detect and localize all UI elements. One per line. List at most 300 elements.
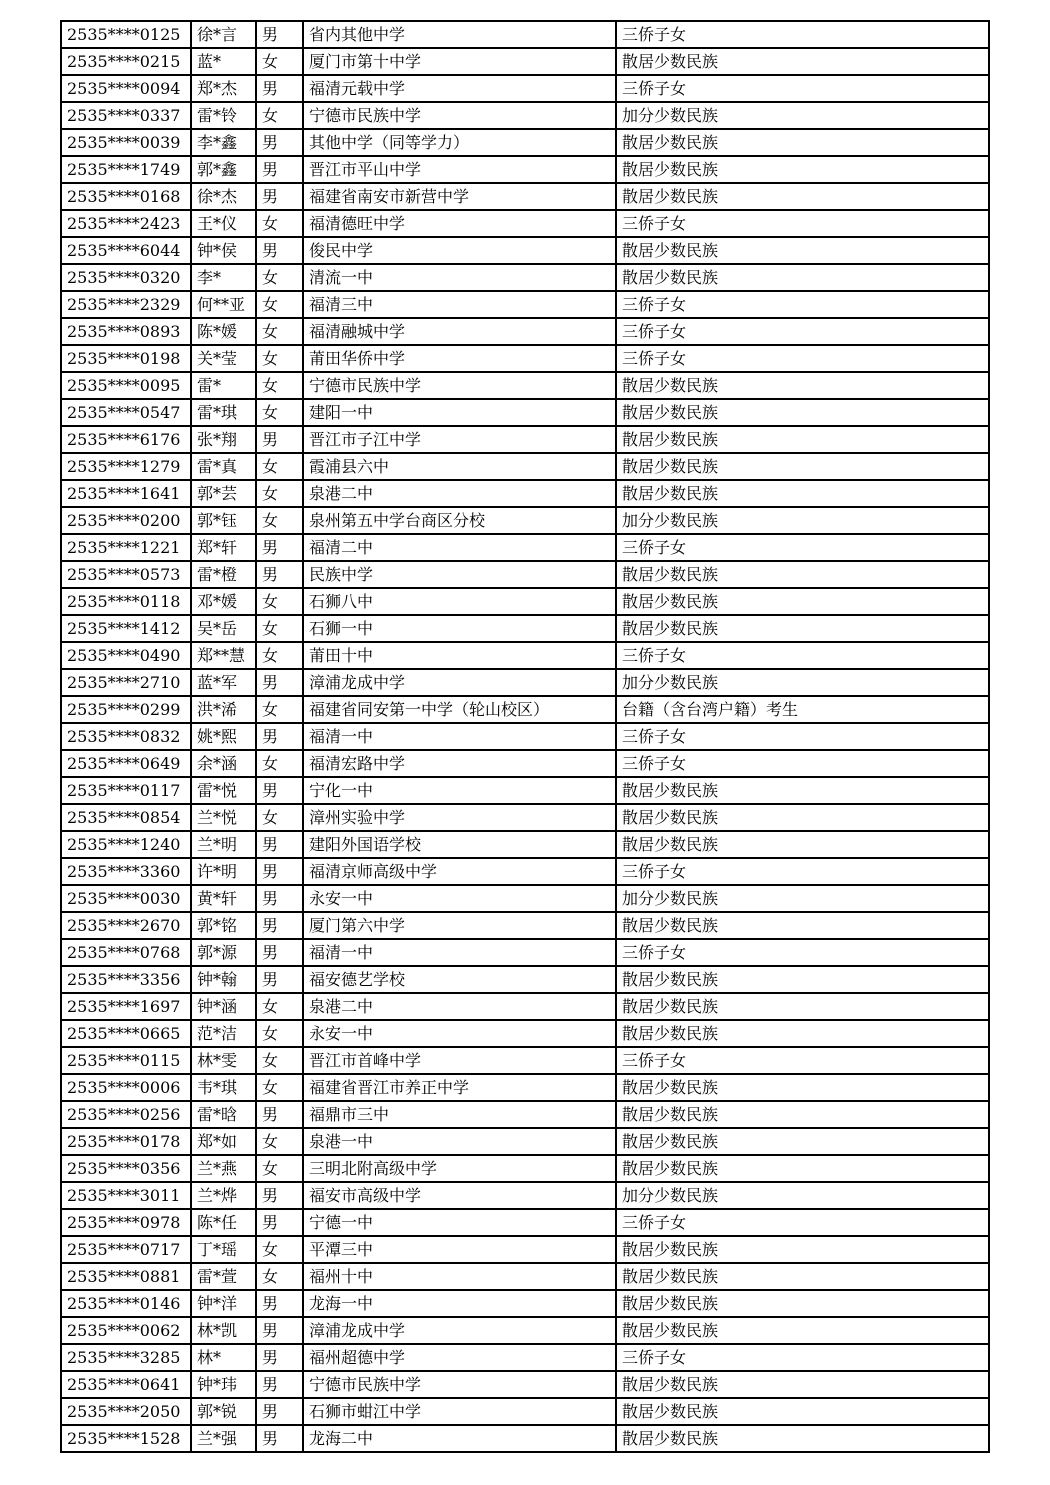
cell-exam-id: 2535****6044	[61, 237, 191, 264]
cell-exam-id: 2535****0178	[61, 1128, 191, 1155]
cell-gender: 女	[256, 588, 303, 615]
cell-school: 石狮八中	[303, 588, 616, 615]
cell-gender: 男	[256, 1317, 303, 1344]
cell-gender: 女	[256, 480, 303, 507]
cell-exam-id: 2535****0573	[61, 561, 191, 588]
cell-name: 郑*如	[191, 1128, 256, 1155]
cell-gender: 女	[256, 804, 303, 831]
table-row	[61, 885, 989, 912]
cell-gender: 女	[256, 750, 303, 777]
cell-exam-id: 2535****0641	[61, 1371, 191, 1398]
cell-school: 清流一中	[303, 264, 616, 291]
cell-school: 泉州第五中学台商区分校	[303, 507, 616, 534]
cell-category: 散居少数民族	[616, 831, 989, 858]
cell-category: 三侨子女	[616, 345, 989, 372]
table-row	[61, 75, 989, 102]
cell-gender: 男	[256, 966, 303, 993]
cell-name: 邓*媛	[191, 588, 256, 615]
cell-gender: 女	[256, 291, 303, 318]
cell-category: 加分少数民族	[616, 507, 989, 534]
table-row	[61, 561, 989, 588]
cell-name: 雷*萱	[191, 1263, 256, 1290]
cell-name: 雷*琪	[191, 399, 256, 426]
table-row	[61, 48, 989, 75]
cell-name: 韦*琪	[191, 1074, 256, 1101]
cell-exam-id: 2535****0978	[61, 1209, 191, 1236]
cell-name: 姚*熙	[191, 723, 256, 750]
cell-category: 散居少数民族	[616, 1155, 989, 1182]
table-row	[61, 1425, 989, 1452]
cell-category: 散居少数民族	[616, 1398, 989, 1425]
table-row	[61, 912, 989, 939]
cell-category: 三侨子女	[616, 723, 989, 750]
cell-gender: 女	[256, 642, 303, 669]
table-row	[61, 723, 989, 750]
table-row	[61, 1371, 989, 1398]
cell-exam-id: 2535****0095	[61, 372, 191, 399]
cell-exam-id: 2535****0146	[61, 1290, 191, 1317]
cell-category: 三侨子女	[616, 318, 989, 345]
cell-gender: 男	[256, 1182, 303, 1209]
cell-school: 漳浦龙成中学	[303, 1317, 616, 1344]
cell-name: 徐*杰	[191, 183, 256, 210]
cell-name: 郭*源	[191, 939, 256, 966]
cell-name: 蓝*军	[191, 669, 256, 696]
cell-name: 许*明	[191, 858, 256, 885]
cell-exam-id: 2535****0832	[61, 723, 191, 750]
table-row	[61, 588, 989, 615]
table-row	[61, 345, 989, 372]
table-row	[61, 1020, 989, 1047]
cell-category: 散居少数民族	[616, 1290, 989, 1317]
cell-school: 福安市高级中学	[303, 1182, 616, 1209]
cell-category: 散居少数民族	[616, 1425, 989, 1452]
cell-gender: 女	[256, 1047, 303, 1074]
cell-gender: 男	[256, 156, 303, 183]
table-row	[61, 318, 989, 345]
cell-school: 福清一中	[303, 939, 616, 966]
cell-exam-id: 2535****1749	[61, 156, 191, 183]
cell-gender: 女	[256, 372, 303, 399]
cell-category: 三侨子女	[616, 210, 989, 237]
cell-exam-id: 2535****0062	[61, 1317, 191, 1344]
table-row	[61, 237, 989, 264]
cell-school: 其他中学（同等学力）	[303, 129, 616, 156]
cell-exam-id: 2535****0094	[61, 75, 191, 102]
cell-category: 加分少数民族	[616, 885, 989, 912]
cell-name: 郑*轩	[191, 534, 256, 561]
cell-school: 泉港二中	[303, 480, 616, 507]
cell-school: 省内其他中学	[303, 21, 616, 48]
cell-exam-id: 2535****0881	[61, 1263, 191, 1290]
cell-gender: 男	[256, 129, 303, 156]
table-row	[61, 1047, 989, 1074]
cell-school: 福清京师高级中学	[303, 858, 616, 885]
cell-category: 散居少数民族	[616, 48, 989, 75]
cell-gender: 男	[256, 858, 303, 885]
cell-name: 黄*轩	[191, 885, 256, 912]
cell-category: 散居少数民族	[616, 156, 989, 183]
cell-name: 郭*芸	[191, 480, 256, 507]
cell-name: 蓝*	[191, 48, 256, 75]
cell-school: 永安一中	[303, 1020, 616, 1047]
table-row	[61, 129, 989, 156]
cell-school: 晋江市子江中学	[303, 426, 616, 453]
cell-name: 钟*涵	[191, 993, 256, 1020]
cell-name: 陈*媛	[191, 318, 256, 345]
cell-exam-id: 2535****0665	[61, 1020, 191, 1047]
cell-school: 宁化一中	[303, 777, 616, 804]
cell-school: 三明北附高级中学	[303, 1155, 616, 1182]
table-row	[61, 453, 989, 480]
cell-exam-id: 2535****1697	[61, 993, 191, 1020]
cell-gender: 男	[256, 1398, 303, 1425]
cell-name: 兰*强	[191, 1425, 256, 1452]
cell-gender: 男	[256, 1209, 303, 1236]
cell-category: 散居少数民族	[616, 1317, 989, 1344]
cell-name: 雷*	[191, 372, 256, 399]
cell-name: 张*翔	[191, 426, 256, 453]
cell-school: 莆田华侨中学	[303, 345, 616, 372]
cell-exam-id: 2535****0006	[61, 1074, 191, 1101]
cell-school: 福建省同安第一中学（轮山校区）	[303, 696, 616, 723]
cell-category: 加分少数民族	[616, 102, 989, 129]
table-row	[61, 1209, 989, 1236]
cell-gender: 女	[256, 399, 303, 426]
cell-school: 宁德市民族中学	[303, 372, 616, 399]
cell-category: 三侨子女	[616, 642, 989, 669]
cell-school: 石狮市蚶江中学	[303, 1398, 616, 1425]
candidates-table	[60, 20, 990, 1453]
cell-name: 林*	[191, 1344, 256, 1371]
cell-gender: 女	[256, 264, 303, 291]
cell-gender: 女	[256, 210, 303, 237]
cell-exam-id: 2535****0168	[61, 183, 191, 210]
cell-category: 散居少数民族	[616, 129, 989, 156]
cell-category: 三侨子女	[616, 534, 989, 561]
cell-category: 散居少数民族	[616, 561, 989, 588]
table-row	[61, 858, 989, 885]
cell-school: 莆田十中	[303, 642, 616, 669]
cell-gender: 男	[256, 939, 303, 966]
cell-school: 福安德艺学校	[303, 966, 616, 993]
cell-school: 福州超德中学	[303, 1344, 616, 1371]
cell-gender: 女	[256, 507, 303, 534]
cell-exam-id: 2535****0649	[61, 750, 191, 777]
cell-name: 林*雯	[191, 1047, 256, 1074]
cell-category: 加分少数民族	[616, 1182, 989, 1209]
table-row	[61, 750, 989, 777]
cell-school: 漳州实验中学	[303, 804, 616, 831]
cell-school: 泉港二中	[303, 993, 616, 1020]
cell-category: 散居少数民族	[616, 615, 989, 642]
cell-name: 雷*铃	[191, 102, 256, 129]
cell-category: 三侨子女	[616, 1047, 989, 1074]
table-row	[61, 696, 989, 723]
cell-school: 福清德旺中学	[303, 210, 616, 237]
cell-name: 李*鑫	[191, 129, 256, 156]
cell-gender: 男	[256, 183, 303, 210]
cell-gender: 男	[256, 669, 303, 696]
cell-exam-id: 2535****0490	[61, 642, 191, 669]
cell-name: 范*洁	[191, 1020, 256, 1047]
table-row	[61, 102, 989, 129]
cell-category: 散居少数民族	[616, 912, 989, 939]
cell-category: 三侨子女	[616, 750, 989, 777]
cell-category: 加分少数民族	[616, 669, 989, 696]
cell-exam-id: 2535****0547	[61, 399, 191, 426]
cell-exam-id: 2535****6176	[61, 426, 191, 453]
cell-gender: 女	[256, 345, 303, 372]
cell-gender: 女	[256, 318, 303, 345]
cell-category: 散居少数民族	[616, 1128, 989, 1155]
cell-name: 李*	[191, 264, 256, 291]
cell-category: 散居少数民族	[616, 1020, 989, 1047]
cell-school: 宁德市民族中学	[303, 1371, 616, 1398]
table-row	[61, 831, 989, 858]
cell-name: 郭*钰	[191, 507, 256, 534]
cell-gender: 男	[256, 75, 303, 102]
table-row	[61, 372, 989, 399]
cell-category: 散居少数民族	[616, 183, 989, 210]
cell-exam-id: 2535****0356	[61, 1155, 191, 1182]
cell-school: 福州十中	[303, 1263, 616, 1290]
cell-exam-id: 2535****2329	[61, 291, 191, 318]
cell-name: 兰*悦	[191, 804, 256, 831]
cell-gender: 女	[256, 615, 303, 642]
cell-gender: 男	[256, 885, 303, 912]
cell-gender: 男	[256, 723, 303, 750]
cell-gender: 男	[256, 561, 303, 588]
cell-category: 散居少数民族	[616, 777, 989, 804]
cell-exam-id: 2535****1528	[61, 1425, 191, 1452]
cell-exam-id: 2535****1221	[61, 534, 191, 561]
cell-gender: 男	[256, 912, 303, 939]
cell-name: 林*凯	[191, 1317, 256, 1344]
cell-school: 平潭三中	[303, 1236, 616, 1263]
cell-category: 三侨子女	[616, 939, 989, 966]
cell-category: 散居少数民族	[616, 264, 989, 291]
cell-name: 余*涵	[191, 750, 256, 777]
cell-name: 钟*玮	[191, 1371, 256, 1398]
cell-school: 龙海一中	[303, 1290, 616, 1317]
cell-category: 三侨子女	[616, 1344, 989, 1371]
cell-exam-id: 2535****0768	[61, 939, 191, 966]
cell-gender: 男	[256, 1290, 303, 1317]
cell-gender: 女	[256, 453, 303, 480]
cell-exam-id: 2535****3011	[61, 1182, 191, 1209]
cell-category: 散居少数民族	[616, 993, 989, 1020]
cell-school: 福清元载中学	[303, 75, 616, 102]
cell-gender: 女	[256, 1128, 303, 1155]
table-row	[61, 669, 989, 696]
cell-name: 兰*明	[191, 831, 256, 858]
cell-category: 散居少数民族	[616, 1263, 989, 1290]
cell-school: 漳浦龙成中学	[303, 669, 616, 696]
cell-category: 散居少数民族	[616, 399, 989, 426]
cell-name: 何**亚	[191, 291, 256, 318]
cell-category: 三侨子女	[616, 858, 989, 885]
cell-exam-id: 2535****3360	[61, 858, 191, 885]
table-row	[61, 183, 989, 210]
cell-name: 兰*燕	[191, 1155, 256, 1182]
cell-school: 晋江市平山中学	[303, 156, 616, 183]
cell-exam-id: 2535****0854	[61, 804, 191, 831]
cell-gender: 女	[256, 1236, 303, 1263]
cell-school: 石狮一中	[303, 615, 616, 642]
cell-category: 三侨子女	[616, 75, 989, 102]
cell-school: 龙海二中	[303, 1425, 616, 1452]
cell-school: 俊民中学	[303, 237, 616, 264]
table-row	[61, 1101, 989, 1128]
table-row	[61, 291, 989, 318]
table-row	[61, 1128, 989, 1155]
cell-exam-id: 2535****0125	[61, 21, 191, 48]
table-row	[61, 1263, 989, 1290]
table-row	[61, 507, 989, 534]
cell-exam-id: 2535****2670	[61, 912, 191, 939]
cell-exam-id: 2535****0198	[61, 345, 191, 372]
table-row	[61, 1155, 989, 1182]
cell-school: 宁德一中	[303, 1209, 616, 1236]
table-row	[61, 1236, 989, 1263]
cell-name: 钟*洋	[191, 1290, 256, 1317]
cell-name: 徐*言	[191, 21, 256, 48]
cell-school: 厦门市第十中学	[303, 48, 616, 75]
cell-gender: 男	[256, 237, 303, 264]
cell-school: 福清二中	[303, 534, 616, 561]
table-row	[61, 264, 989, 291]
cell-category: 散居少数民族	[616, 1371, 989, 1398]
cell-school: 民族中学	[303, 561, 616, 588]
cell-gender: 女	[256, 1263, 303, 1290]
cell-category: 三侨子女	[616, 1209, 989, 1236]
cell-exam-id: 2535****0256	[61, 1101, 191, 1128]
cell-school: 建阳一中	[303, 399, 616, 426]
cell-name: 洪*浠	[191, 696, 256, 723]
cell-gender: 男	[256, 426, 303, 453]
cell-school: 晋江市首峰中学	[303, 1047, 616, 1074]
cell-category: 散居少数民族	[616, 1101, 989, 1128]
table-row	[61, 1290, 989, 1317]
table-row	[61, 534, 989, 561]
cell-school: 福清融城中学	[303, 318, 616, 345]
cell-gender: 女	[256, 1074, 303, 1101]
cell-gender: 男	[256, 1101, 303, 1128]
cell-exam-id: 2535****0117	[61, 777, 191, 804]
cell-exam-id: 2535****1412	[61, 615, 191, 642]
cell-school: 福清三中	[303, 291, 616, 318]
cell-exam-id: 2535****1279	[61, 453, 191, 480]
cell-name: 雷*悦	[191, 777, 256, 804]
cell-exam-id: 2535****0200	[61, 507, 191, 534]
cell-exam-id: 2535****0115	[61, 1047, 191, 1074]
cell-exam-id: 2535****2050	[61, 1398, 191, 1425]
table-row	[61, 939, 989, 966]
cell-exam-id: 2535****0215	[61, 48, 191, 75]
cell-school: 福建省南安市新营中学	[303, 183, 616, 210]
cell-exam-id: 2535****0299	[61, 696, 191, 723]
cell-name: 钟*侯	[191, 237, 256, 264]
table-row	[61, 1344, 989, 1371]
cell-exam-id: 2535****1240	[61, 831, 191, 858]
cell-category: 散居少数民族	[616, 237, 989, 264]
cell-gender: 女	[256, 1020, 303, 1047]
cell-school: 福清一中	[303, 723, 616, 750]
cell-exam-id: 2535****0893	[61, 318, 191, 345]
cell-category: 散居少数民族	[616, 1236, 989, 1263]
cell-category: 散居少数民族	[616, 480, 989, 507]
table-row	[61, 1074, 989, 1101]
cell-gender: 男	[256, 777, 303, 804]
cell-category: 散居少数民族	[616, 372, 989, 399]
cell-exam-id: 2535****0039	[61, 129, 191, 156]
cell-gender: 女	[256, 48, 303, 75]
cell-gender: 女	[256, 993, 303, 1020]
table-row	[61, 993, 989, 1020]
cell-gender: 女	[256, 696, 303, 723]
cell-gender: 男	[256, 1425, 303, 1452]
cell-name: 郑**慧	[191, 642, 256, 669]
table-row	[61, 615, 989, 642]
cell-school: 泉港一中	[303, 1128, 616, 1155]
cell-category: 散居少数民族	[616, 426, 989, 453]
cell-name: 兰*烨	[191, 1182, 256, 1209]
table-row	[61, 1182, 989, 1209]
cell-category: 三侨子女	[616, 291, 989, 318]
cell-school: 宁德市民族中学	[303, 102, 616, 129]
cell-gender: 男	[256, 534, 303, 561]
cell-name: 雷*橙	[191, 561, 256, 588]
cell-category: 三侨子女	[616, 21, 989, 48]
cell-name: 丁*瑶	[191, 1236, 256, 1263]
cell-school: 建阳外国语学校	[303, 831, 616, 858]
cell-school: 福建省晋江市养正中学	[303, 1074, 616, 1101]
cell-school: 厦门第六中学	[303, 912, 616, 939]
cell-exam-id: 2535****1641	[61, 480, 191, 507]
table-row	[61, 1398, 989, 1425]
cell-school: 福鼎市三中	[303, 1101, 616, 1128]
cell-exam-id: 2535****0030	[61, 885, 191, 912]
table-row	[61, 156, 989, 183]
cell-school: 霞浦县六中	[303, 453, 616, 480]
cell-school: 福清宏路中学	[303, 750, 616, 777]
cell-gender: 女	[256, 1155, 303, 1182]
table-row	[61, 426, 989, 453]
table-body	[61, 21, 989, 1452]
cell-category: 散居少数民族	[616, 1074, 989, 1101]
table-row	[61, 399, 989, 426]
document-sheet	[60, 20, 990, 1453]
cell-name: 陈*任	[191, 1209, 256, 1236]
cell-exam-id: 2535****0717	[61, 1236, 191, 1263]
table-row	[61, 21, 989, 48]
table-row	[61, 1317, 989, 1344]
cell-gender: 男	[256, 1371, 303, 1398]
cell-category: 散居少数民族	[616, 804, 989, 831]
cell-name: 郭*鑫	[191, 156, 256, 183]
cell-name: 钟*翰	[191, 966, 256, 993]
cell-gender: 女	[256, 102, 303, 129]
cell-name: 吴*岳	[191, 615, 256, 642]
cell-category: 散居少数民族	[616, 966, 989, 993]
table-row	[61, 966, 989, 993]
cell-category: 散居少数民族	[616, 453, 989, 480]
cell-exam-id: 2535****0320	[61, 264, 191, 291]
cell-name: 关*莹	[191, 345, 256, 372]
cell-category: 散居少数民族	[616, 588, 989, 615]
cell-name: 雷*晗	[191, 1101, 256, 1128]
